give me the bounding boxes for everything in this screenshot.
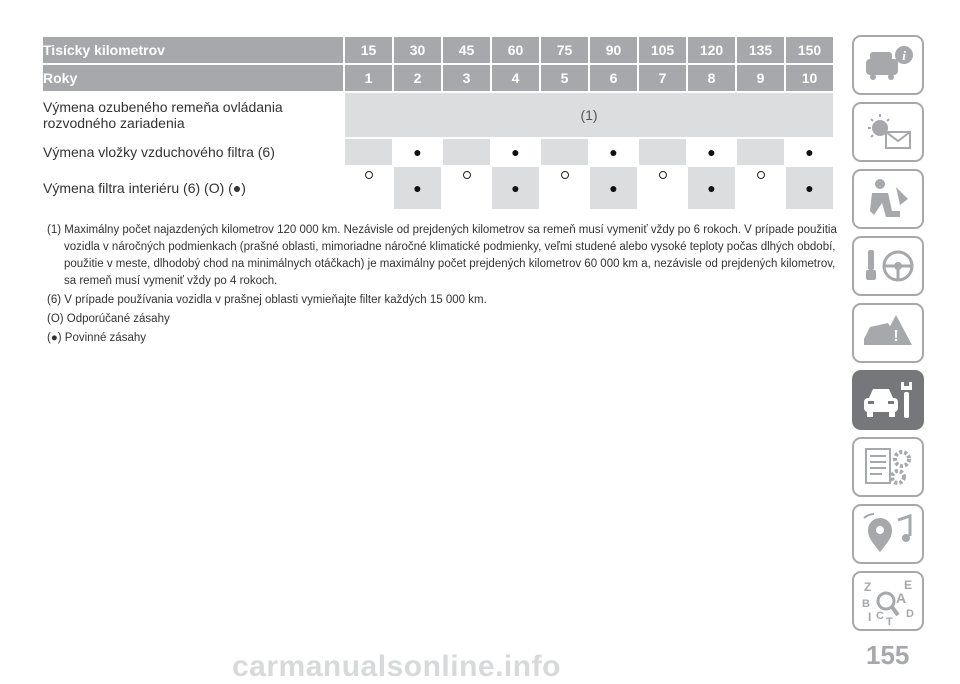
km-cell: 105 [639, 37, 686, 63]
row-label-line: rozvodného zariadenia [43, 115, 185, 131]
warning-lights-icon [860, 108, 916, 156]
year-cell: 4 [492, 65, 539, 91]
technical-specs-icon [860, 443, 916, 491]
recommended-ring-icon [659, 171, 667, 179]
watermark: carmanualsonline.info [232, 650, 561, 683]
year-cell: 2 [394, 65, 441, 91]
year-cell: 9 [737, 65, 784, 91]
recommended-mark [443, 167, 490, 209]
maintenance-schedule-table [41, 35, 835, 211]
empty-cell [639, 139, 686, 165]
svg-text:A: A [896, 590, 907, 606]
cabin-filter-row [43, 167, 833, 209]
svg-text:C: C [876, 610, 884, 622]
recommended-ring-icon [757, 171, 765, 179]
km-cell: 120 [688, 37, 735, 63]
year-cell: 6 [590, 65, 637, 91]
airbag-seat-icon [860, 175, 916, 223]
mandatory-mark: ● [492, 139, 539, 165]
mandatory-mark: ● [590, 139, 637, 165]
tab-safety[interactable] [852, 169, 924, 229]
svg-text:!: ! [893, 328, 899, 345]
svg-text:E: E [904, 578, 913, 592]
svg-text:B: B [862, 598, 870, 610]
km-cell: 60 [492, 37, 539, 63]
recommended-ring-icon [365, 171, 373, 179]
car-info-icon [860, 41, 916, 89]
km-cell: 45 [443, 37, 490, 63]
mandatory-mark [394, 167, 441, 209]
mandatory-mark [590, 167, 637, 209]
multimedia-icon [860, 510, 916, 558]
years-header-row [43, 65, 833, 91]
mandatory-mark: ● [786, 139, 833, 165]
km-header-row [43, 37, 833, 63]
year-cell: 10 [786, 65, 833, 91]
year-cell: 7 [639, 65, 686, 91]
mandatory-mark [688, 167, 735, 209]
svg-text:i: i [902, 48, 906, 63]
year-cell: 8 [688, 65, 735, 91]
km-header-label: Tisícky kilometrov [43, 37, 343, 63]
recommended-ring-icon [463, 171, 471, 179]
breakdown-icon [860, 309, 916, 357]
km-cell: 75 [541, 37, 588, 63]
footnotes [47, 222, 837, 349]
empty-cell [345, 139, 392, 165]
row-label-line: Výmena ozubeného remeňa ovládania [43, 99, 283, 115]
footnote-1: (1) Maximálny počet najazdených kilometrov 120 000 km. Nezávisle od prejdených kilometrov sa remeň musí vymeniť vždy po 6 rokoch. V prípade použitia vozidla v náročných podmienkach (prašné oblasti, mimoriadne náročné klimatické podmienky, veľmi studené alebo vysoké teploty počas dlhých období, použitie v meste, dlhodobý chod na minimálnych otáčkach) je maximálny počet prejdených kilometrov 60 000 km a, nezávisle od prejdených kilometrov, sa remeň musí vymeniť vždy po 4 rokoch. [47, 224, 837, 287]
row-label: Výmena filtra interiéru (6) (O) (●) [43, 167, 343, 209]
merged-note-cell: (1) [345, 93, 833, 137]
mandatory-mark: ● [688, 139, 735, 165]
km-cell: 30 [394, 37, 441, 63]
air-filter-row [43, 139, 833, 165]
legend-mandatory: (●) Povinné zásahy [47, 332, 146, 344]
tab-car-info[interactable] [852, 35, 924, 95]
car-maintenance-icon [860, 376, 916, 424]
svg-text:I: I [868, 610, 872, 624]
mandatory-dot: ● [805, 180, 814, 196]
tab-emergency[interactable] [852, 303, 924, 363]
tab-multimedia[interactable] [852, 504, 924, 564]
mandatory-mark: ● [394, 139, 441, 165]
mandatory-dot: ● [511, 180, 520, 196]
mandatory-mark [786, 167, 833, 209]
mandatory-dot: ● [707, 180, 716, 196]
mandatory-dot: ● [609, 180, 618, 196]
key-steering-wheel-icon [860, 242, 916, 290]
svg-text:D: D [906, 608, 914, 620]
timing-belt-row [43, 93, 833, 137]
empty-cell [541, 139, 588, 165]
km-cell: 90 [590, 37, 637, 63]
year-cell: 3 [443, 65, 490, 91]
recommended-mark [541, 167, 588, 209]
legend-recommended: (O) Odporúčané zásahy [47, 313, 170, 325]
page-number: 155 [866, 640, 910, 670]
empty-cell [737, 139, 784, 165]
tab-technical-data[interactable] [852, 437, 924, 497]
row-label [43, 93, 343, 137]
mandatory-dot: ● [413, 180, 422, 196]
footnote-6: (6) V prípade používania vozidla v prašnej oblasti vymieňajte filter každých 15 000 km. [47, 294, 487, 306]
km-cell: 15 [345, 37, 392, 63]
row-label: Výmena vložky vzduchového filtra (6) [43, 139, 343, 165]
km-cell: 150 [786, 37, 833, 63]
tab-index[interactable] [852, 571, 924, 631]
alphabetical-index-icon [860, 577, 916, 625]
year-cell: 5 [541, 65, 588, 91]
svg-text:T: T [886, 616, 893, 625]
tab-starting-driving[interactable] [852, 236, 924, 296]
recommended-ring-icon [561, 171, 569, 179]
mandatory-mark [492, 167, 539, 209]
km-cell: 135 [737, 37, 784, 63]
svg-text:Z: Z [864, 580, 872, 594]
year-cell: 1 [345, 65, 392, 91]
recommended-mark [345, 167, 392, 209]
tab-maintenance[interactable] [852, 370, 924, 430]
empty-cell [443, 139, 490, 165]
tab-warning-lights[interactable] [852, 102, 924, 162]
years-header-label: Roky [43, 65, 343, 91]
recommended-mark [639, 167, 686, 209]
recommended-mark [737, 167, 784, 209]
